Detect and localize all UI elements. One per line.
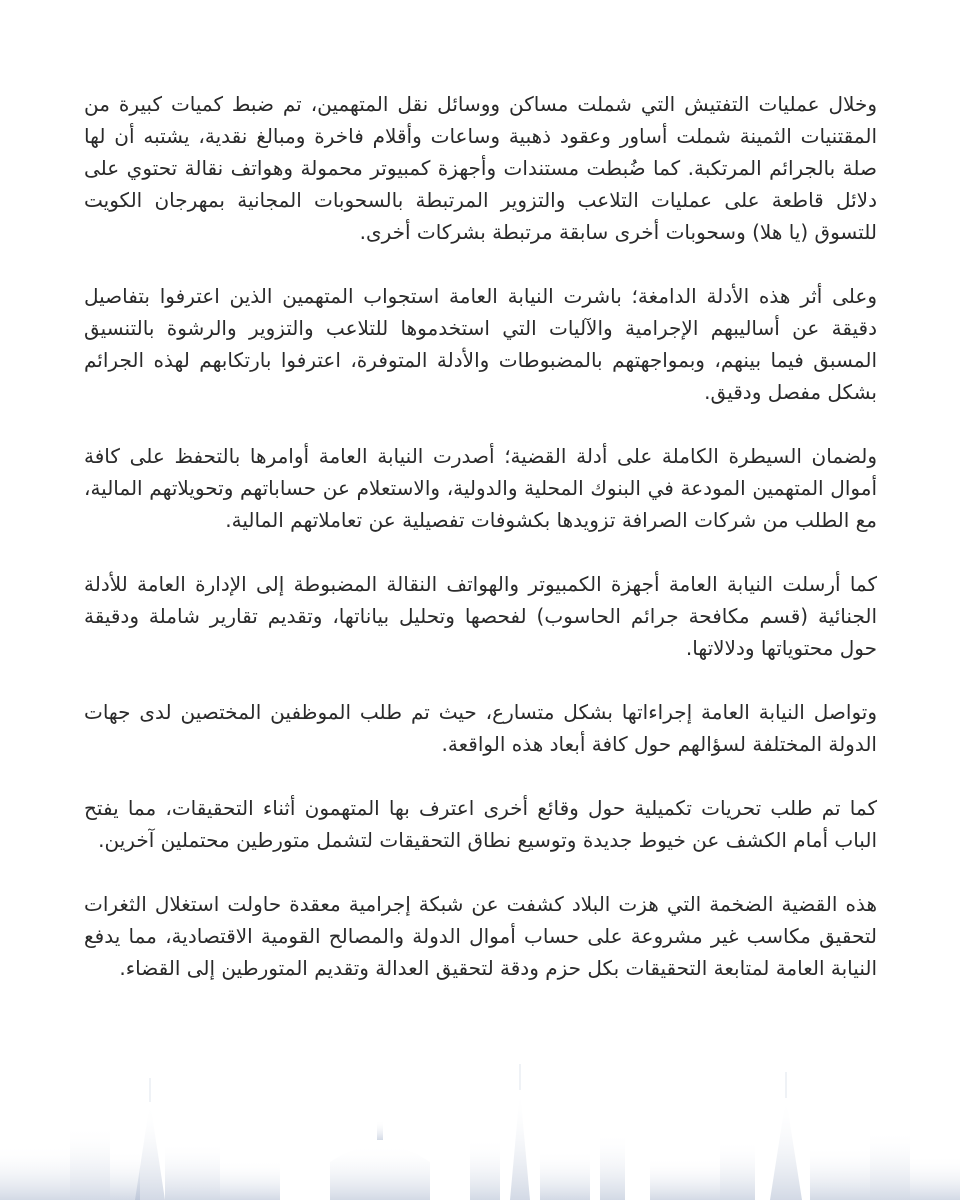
paragraph-procedures: وتواصل النيابة العامة إجراءاتها بشكل متسارع، حيث تم طلب الموظفين المختصين لدى جهات الدولة المختلفة لسؤالهم حول كافة أبعاد هذه الواقعة.	[84, 700, 877, 756]
paragraph-asset-freeze: ولضمان السيطرة الكاملة على أدلة القضية؛ أصدرت النيابة العامة أوامرها بالتحفظ على كافة أموال المتهمين المودعة في البنوك المحلية والدولية، والاستعلام عن حساباتهم وتحويلاتهم المالية، مع الطلب من شركات الصرافة تزويدها بكشوفات تفصيلية عن تعاملاتهم المالية.	[84, 444, 877, 532]
paragraph-conclusion: هذه القضية الضخمة التي هزت البلاد كشفت عن شبكة إجرامية معقدة حاولت استغلال الثغرات لتحقيق مكاسب غير مشروعة على حساب أموال الدولة والمصالح القومية الاقتصادية، مما يدفع النيابة العامة لمتابعة التحقيقات بكل حزم ودقة لتحقيق العدالة وتقديم المتورطين إلى القضاء.	[84, 892, 877, 980]
paragraph-inspection: وخلال عمليات التفتيش التي شملت مساكن ووسائل نقل المتهمين، تم ضبط كميات كبيرة من المقتنيات الثمينة شملت أساور وعقود ذهبية وساعات وأقلام فاخرة ومبالغ نقدية، يشتبه أن لها صلة بالجرائم المرتكبة. كما ضُبطت مستندات وأجهزة كمبيوتر محمولة وهواتف نقالة تحتوي على دلائل قاطعة على عمليات التلاعب والتزوير المرتبطة بالسحوبات المجانية بمهرجان الكويت للتسوق (يا هلا) وسحوبات أخرى سابقة مرتبطة بشركات أخرى.	[84, 92, 877, 244]
faded-skyline-watermark	[0, 1050, 960, 1200]
article-body	[84, 88, 877, 1016]
paragraph-interrogation: وعلى أثر هذه الأدلة الدامغة؛ باشرت النيابة العامة استجواب المتهمين الذين اعترفوا بتفاصيل دقيقة عن أساليبهم الإجرامية والآليات التي استخدموها للتلاعب والتزوير والرشوة بالتنسيق المسبق فيما بينهم، وبمواجهتهم بالمضبوطات والأدلة المتوفرة، اعترفوا بارتكابهم لهذه الجرائم بشكل مفصل ودقيق.	[84, 284, 877, 404]
paragraph-forensics: كما أرسلت النيابة العامة أجهزة الكمبيوتر والهواتف النقالة المضبوطة إلى الإدارة العامة للأدلة الجنائية (قسم مكافحة جرائم الحاسوب) لفحصها وتحليل بياناتها، وتقديم تقارير شاملة ودقيقة حول محتوياتها ودلالاتها.	[84, 572, 877, 660]
paragraph-further-investigation: كما تم طلب تحريات تكميلية حول وقائع أخرى اعترف بها المتهمون أثناء التحقيقات، مما يفتح الباب أمام الكشف عن خيوط جديدة وتوسيع نطاق التحقيقات لتشمل متورطين محتملين آخرين.	[84, 796, 877, 852]
